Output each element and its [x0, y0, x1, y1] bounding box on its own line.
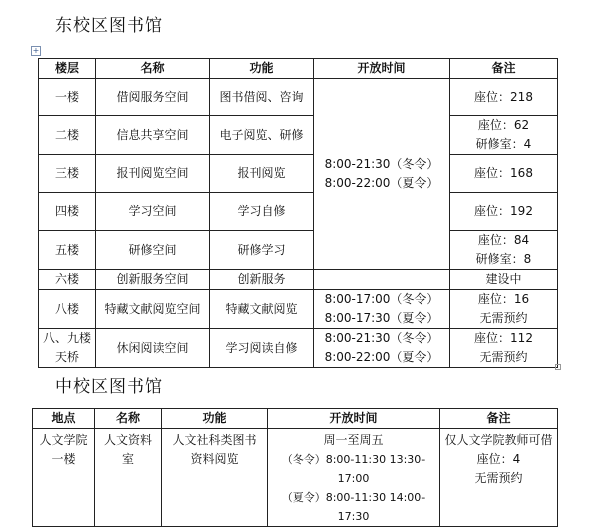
function-cell: 研修学习	[210, 231, 314, 270]
hours-winter: 8:00-21:30（冬令）	[324, 157, 439, 171]
function-text: 人文社科类图书资料阅览	[172, 433, 257, 466]
table-row	[39, 116, 558, 155]
note-line: 座位：62	[477, 118, 530, 132]
hours-winter: 8:00-17:00（冬令）	[324, 292, 439, 306]
east-campus-table	[38, 58, 558, 368]
hours-cell-empty	[314, 270, 450, 290]
header-note: 备注	[440, 409, 558, 429]
name-cell: 学习空间	[96, 193, 210, 231]
function-cell: 特藏文献阅览	[210, 290, 314, 329]
floor-cell	[39, 329, 96, 368]
note-cell	[450, 155, 558, 193]
note-line: 研修室：8	[475, 252, 532, 266]
note-cell	[450, 290, 558, 329]
note-cell	[440, 429, 558, 527]
middle-campus-table	[32, 408, 558, 527]
header-hours: 开放时间	[268, 409, 440, 429]
function-cell: 电子阅览、研修	[210, 116, 314, 155]
header-function: 功能	[162, 409, 268, 429]
table-row	[39, 270, 558, 290]
name-cell: 创新服务空间	[96, 270, 210, 290]
floor-cell: 八楼	[39, 290, 96, 329]
function-cell: 报刊阅览	[210, 155, 314, 193]
hours-summer: （夏令）8:00-11:30 14:00-17:30	[281, 491, 426, 523]
hours-days: 周一至周五	[323, 433, 384, 447]
note-cell	[450, 270, 558, 290]
note-line: 研修室：4	[475, 137, 532, 151]
name-cell: 休闲阅读空间	[96, 329, 210, 368]
floor-text: 八、九楼天桥	[42, 331, 91, 364]
note-line: 座位：4	[476, 452, 521, 466]
hours-winter: （冬令）8:00-11:30 13:30-17:00	[281, 453, 426, 485]
floor-cell: 五楼	[39, 231, 96, 270]
note-line: 无需预约	[479, 350, 528, 364]
place-text: 人文学院一楼	[39, 433, 88, 466]
hours-cell	[314, 329, 450, 368]
table-row	[39, 231, 558, 270]
table-row	[39, 290, 558, 329]
hours-cell	[268, 429, 440, 527]
note-cell	[450, 329, 558, 368]
table-row	[39, 193, 558, 231]
note-cell	[450, 193, 558, 231]
hours-winter: 8:00-21:30（冬令）	[324, 331, 439, 345]
middle-campus-title: 中校区图书馆	[55, 377, 163, 397]
floor-cell: 二楼	[39, 116, 96, 155]
note-line: 无需预约	[479, 311, 528, 325]
table-row	[33, 429, 558, 527]
note-line: 建设中	[485, 272, 522, 286]
name-cell: 信息共享空间	[96, 116, 210, 155]
note-line: 座位：192	[474, 204, 533, 218]
header-note: 备注	[450, 59, 558, 79]
function-cell: 创新服务	[210, 270, 314, 290]
hours-summer: 8:00-22:00（夏令）	[324, 176, 439, 190]
table-resize-handle[interactable]	[555, 364, 561, 370]
east-campus-title: 东校区图书馆	[55, 16, 163, 36]
note-cell	[450, 79, 558, 116]
note-line: 座位：16	[477, 292, 530, 306]
table-move-handle-icon[interactable]: +	[32, 46, 40, 55]
table-row	[39, 155, 558, 193]
hours-cell	[314, 290, 450, 329]
hours-summer: 8:00-17:30（夏令）	[324, 311, 439, 325]
note-line: 仅人文学院教师可借	[444, 433, 553, 447]
header-name: 名称	[96, 59, 210, 79]
floor-cell: 三楼	[39, 155, 96, 193]
table-row	[39, 79, 558, 116]
function-cell: 学习阅读自修	[210, 329, 314, 368]
header-name: 名称	[95, 409, 162, 429]
note-cell	[450, 231, 558, 270]
floor-cell: 六楼	[39, 270, 96, 290]
function-cell: 学习自修	[210, 193, 314, 231]
name-cell	[95, 429, 162, 527]
floor-cell: 四楼	[39, 193, 96, 231]
function-cell	[162, 429, 268, 527]
shared-hours-cell	[314, 79, 450, 270]
note-line: 座位：84	[477, 233, 530, 247]
header-hours: 开放时间	[314, 59, 450, 79]
name-cell: 借阅服务空间	[96, 79, 210, 116]
table-row	[39, 329, 558, 368]
note-line: 座位：218	[474, 89, 533, 104]
header-floor: 楼层	[39, 59, 96, 79]
header-function: 功能	[210, 59, 314, 79]
header-place: 地点	[33, 409, 95, 429]
note-line: 无需预约	[474, 471, 523, 485]
function-cell: 图书借阅、咨询	[210, 79, 314, 116]
name-text: 人文资料室	[103, 433, 152, 466]
note-cell	[450, 116, 558, 155]
note-line: 座位：112	[474, 331, 533, 345]
name-cell: 研修空间	[96, 231, 210, 270]
name-cell: 特藏文献阅览空间	[96, 290, 210, 329]
hours-summer: 8:00-22:00（夏令）	[324, 350, 439, 364]
name-cell: 报刊阅览空间	[96, 155, 210, 193]
note-line: 座位：168	[474, 166, 533, 180]
floor-cell: 一楼	[39, 79, 96, 116]
place-cell	[33, 429, 95, 527]
